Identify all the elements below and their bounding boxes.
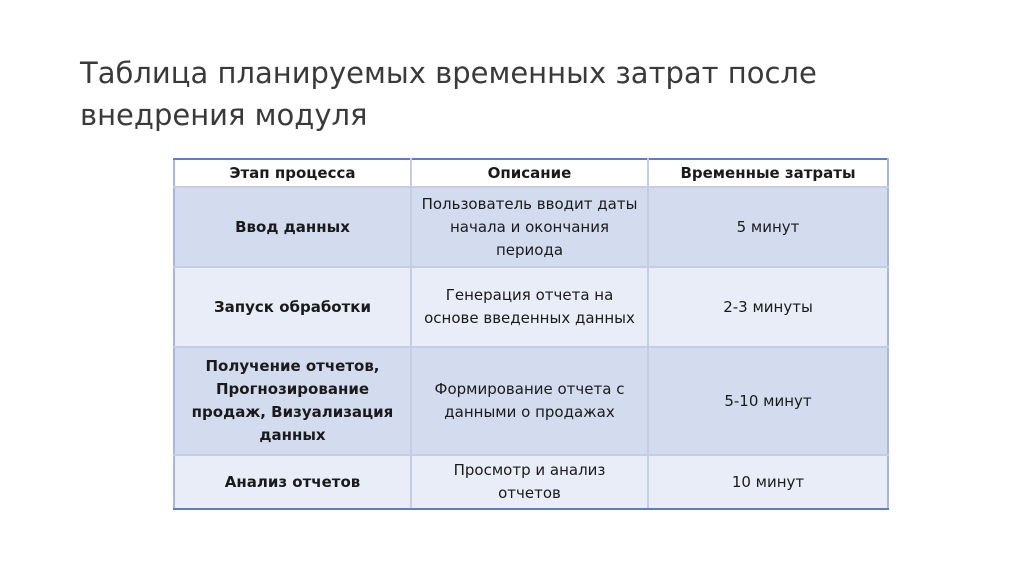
table-row	[174, 187, 888, 267]
stage-text: Получение отчетов, Прогнозирование продаж, Визуализация данных	[191, 357, 394, 444]
stage-cell	[174, 187, 411, 267]
header-stage: Этап процесса	[174, 159, 411, 187]
time-cell	[648, 267, 888, 347]
description-text: Генерация отчета на основе введенных данных	[424, 286, 635, 327]
table-row	[174, 455, 888, 509]
stage-text: Запуск обработки	[213, 297, 372, 316]
time-cost-table	[173, 158, 889, 510]
description-cell	[411, 347, 648, 455]
time-cell	[648, 187, 888, 267]
time-text: 5-10 минут	[724, 391, 812, 410]
slide-title: Таблица планируемых временных затрат после внедрения модуля	[80, 56, 817, 132]
table-header-row	[174, 159, 888, 187]
time-cell	[648, 455, 888, 509]
stage-text: Анализ отчетов	[224, 472, 361, 491]
header-time: Временные затраты	[648, 159, 888, 187]
header-description: Описание	[411, 159, 648, 187]
description-text: Формирование отчета с данными о продажах	[434, 380, 625, 421]
description-cell	[411, 455, 648, 509]
time-text: 2-3 минуты	[723, 297, 813, 316]
description-cell	[411, 187, 648, 267]
stage-cell	[174, 455, 411, 509]
time-cell	[648, 347, 888, 455]
time-text: 10 минут	[731, 472, 805, 491]
table-row	[174, 267, 888, 347]
stage-cell	[174, 347, 411, 455]
description-text: Просмотр и анализ отчетов	[453, 461, 606, 502]
stage-text: Ввод данных	[235, 217, 350, 236]
time-text: 5 минут	[736, 217, 800, 236]
description-text: Пользователь вводит даты начала и окончания периода	[421, 194, 638, 259]
stage-cell	[174, 267, 411, 347]
description-cell	[411, 267, 648, 347]
table-row	[174, 347, 888, 455]
